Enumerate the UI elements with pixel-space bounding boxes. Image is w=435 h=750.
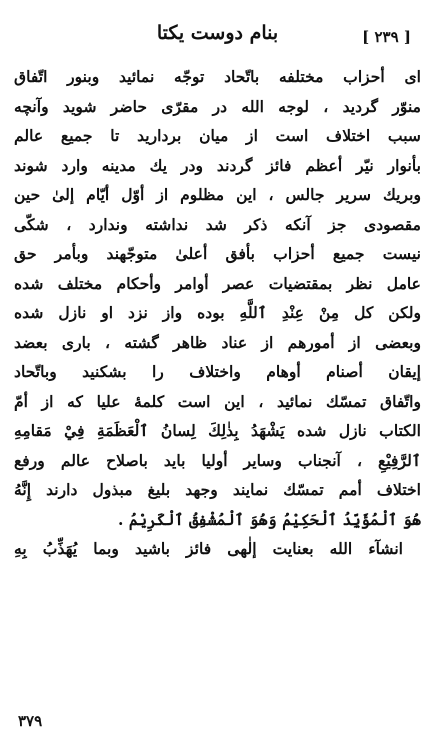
text-line: مقصودى جز آنكه ذكر شد نداشته وندارد ، شكّى [14,214,421,234]
text-line: وبعضى از أمورهم از عناد ظاهر گشته ، بارى بعضد [14,332,421,352]
text-line: عامل نظر بمقتضيات عصر أوامر وأحكام مختلف شده [14,273,421,293]
text-line: انشآء الله بعنايت إلٰهى فائز باشيد وبما يُهَذِّبُ بِهِ [14,539,403,558]
text-line: اى أحزاب مختلفه باتّحاد توجّه نمائيد وبنور اتّفاق [14,67,421,86]
text-line: سبب اختلاف است از ميان برداريد تا جميع عالم [14,126,421,145]
header-page-number: [ ٢٣٩ ] [362,28,411,46]
text-line: وبريك سرير جالس ، اين مظلوم از أوّل أيّام إلىٰ حين [14,185,421,204]
footer-page-number: ٣٧٩ [18,712,43,730]
text-line: ٱلرَّفِيْعِ ، آنجناب وساير أوليا بايد باصلاح عالم ورفع [14,450,421,470]
text-line: بأنوار نيّر أعظم فائز گردند ودر يك مدينه وارد شوند [14,155,421,175]
body-text [14,62,421,564]
text-line: نيست جميع أحزاب بأفق أعلىٰ متوجّهند وبأمر حق [14,244,421,263]
text-line: منوّر گرديد ، لوجه الله در مقرّى حاضر شويد وآنچه [14,96,421,116]
text-line: ولكن كل مِنْ عِنْدِ ٱللَّهِ بوده واز نزد او نازل شده [14,303,421,322]
text-line: الكتاب نازل شده يَشْهَدُ بِذٰلِكَ لِسانُ ٱلْعَظَمَةِ فِيْ مَقامِهِ [14,421,421,440]
page-header [12,22,423,52]
text-line: واتّفاق تمسّك نمائيد ، اين است كلمهٔ عليا كه از أمّ [14,391,421,411]
text-line: هُوَ ٱلْمُؤَيِّدُ ٱلْحَكِيْمُ وَهُوَ ٱلْمُشْفِقُ ٱلْكَرِيْمُ . [118,509,421,529]
text-line: اختلاف أمم تمسّك نمايند وجهد بليغ مبذول دارند إِنَّهُ [14,480,421,499]
page-title: بنام دوست يكتا [156,22,279,44]
text-line: إيقان أصنام أوهام واختلاف را بشكنيد وباتّحاد [14,362,421,381]
